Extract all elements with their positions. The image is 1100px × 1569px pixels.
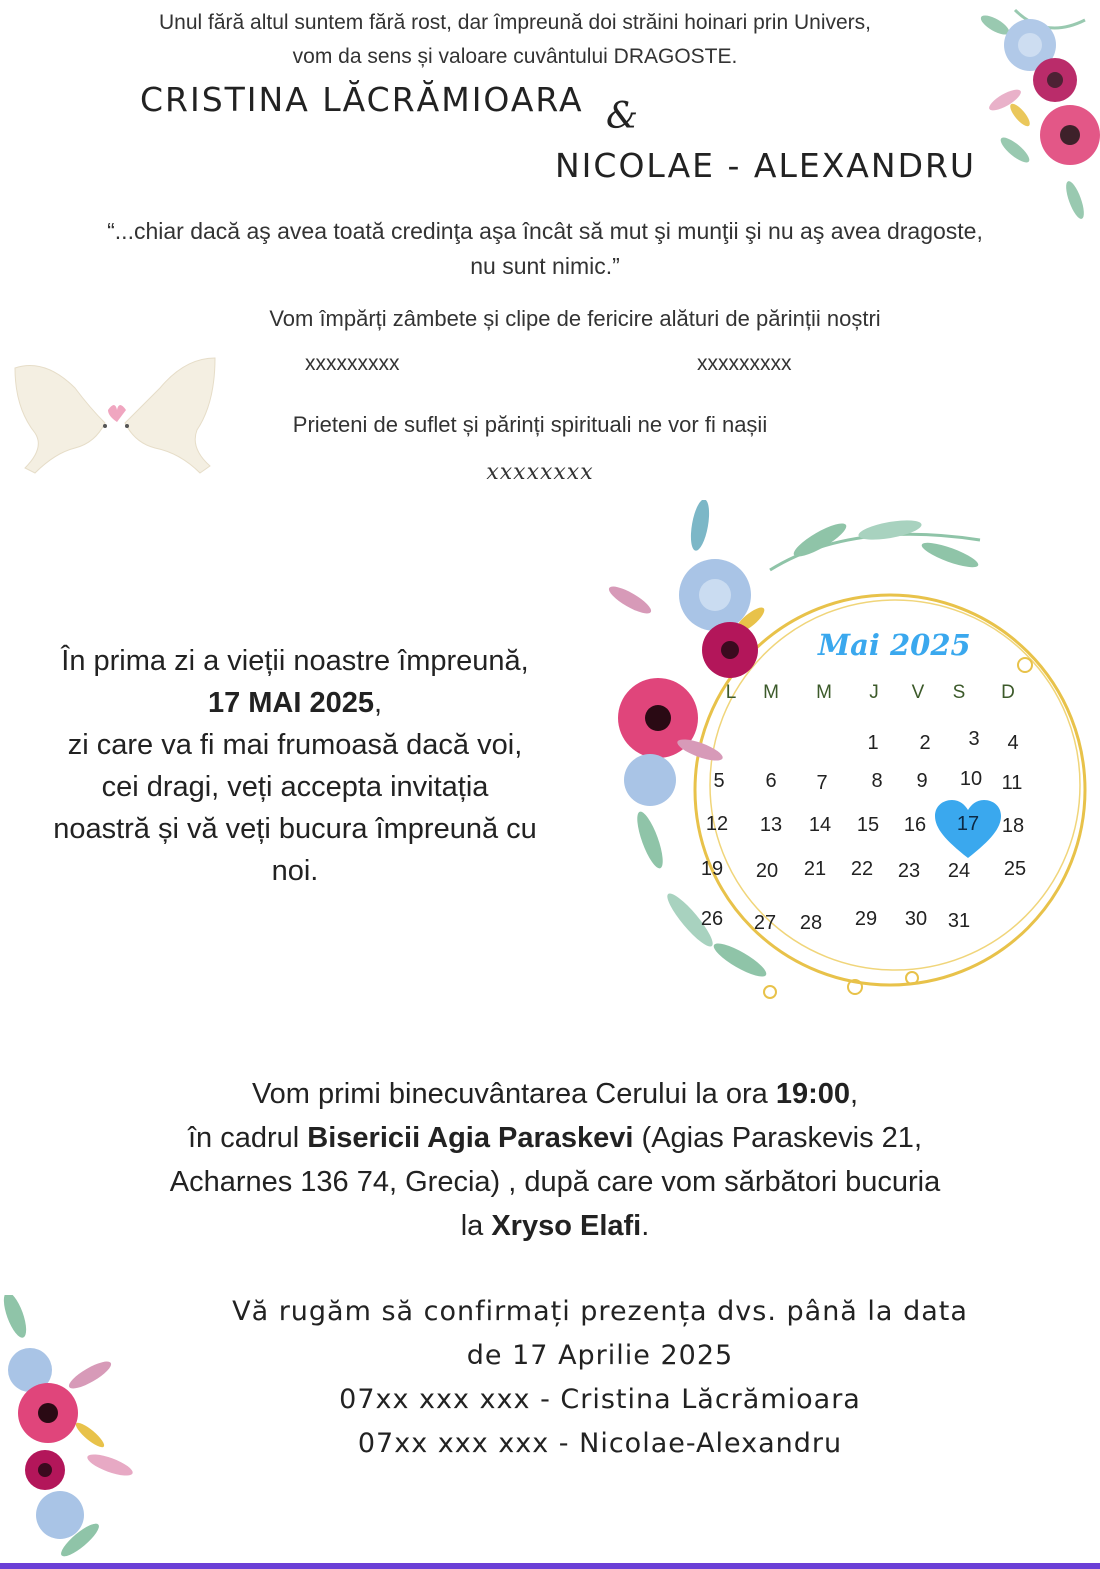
- calendar-day: 25: [1003, 858, 1027, 880]
- rsvp-contact-bride: 07xx xxx xxx - Cristina Lăcrămioara: [339, 1384, 861, 1415]
- weekday-m2: M: [816, 682, 832, 703]
- godparents-intro: Prieteni de suflet și părinți spirituali ne vor fi nașii: [292, 412, 768, 437]
- floral-wreath-icon: [590, 500, 1090, 1010]
- groom-parents: xxxxxxxxx: [697, 352, 792, 375]
- calendar-day: 21: [803, 858, 827, 880]
- quote-line-1: “...chiar dacă aş avea toată credinţa aşa încât să mut şi munţii şi nu aş avea dragoste,: [107, 218, 983, 244]
- weekday-m1: M: [763, 682, 779, 703]
- calendar-day: 15: [856, 814, 880, 836]
- rsvp-section: [140, 1290, 1060, 1466]
- ceremony-details: [60, 1072, 1050, 1248]
- day-line-3: zi care va fi mai frumoasă dacă voi,: [67, 729, 523, 761]
- calendar-day: 11: [1001, 772, 1023, 794]
- quote-line-2: nu sunt nimic.”: [470, 253, 620, 279]
- day-line-1: În prima zi a vieții noastre împreună,: [61, 645, 529, 677]
- calendar-day: 1: [867, 732, 879, 754]
- ceremony-line-2: în cadrul Bisericii Agia Paraskevi (Agias Paraskevis 21,: [188, 1122, 922, 1154]
- day-line-5: noastră și vă veți bucura împreună cu: [53, 813, 537, 845]
- intro-text: [0, 6, 1030, 74]
- weekday-v: V: [911, 682, 925, 703]
- calendar-day: 23: [897, 860, 921, 882]
- calendar-day: 12: [705, 813, 729, 835]
- rsvp-line-2: de 17 Aprilie 2025: [466, 1340, 734, 1371]
- calendar-day: 18: [1001, 815, 1025, 837]
- floral-corner-bottom-left-icon: [0, 1295, 135, 1560]
- calendar-day: 31: [947, 910, 971, 932]
- calendar-day: 5: [713, 770, 725, 792]
- weekday-d: D: [1001, 682, 1015, 703]
- bottom-divider: [0, 1563, 1100, 1569]
- church-name: Bisericii Agia Paraskevi: [307, 1122, 634, 1154]
- ceremony-time: 19:00: [775, 1078, 850, 1110]
- weekday-l: L: [725, 682, 737, 703]
- day-line-6: noi.: [271, 855, 319, 887]
- godparents-names: xxxxxxxx: [486, 460, 594, 485]
- weekday-s: S: [952, 682, 966, 703]
- calendar-day: 13: [759, 814, 783, 836]
- calendar-day: 20: [755, 860, 779, 882]
- calendar-day: 26: [700, 908, 724, 930]
- calendar-day: 7: [816, 772, 828, 794]
- calendar-day: 27: [753, 912, 777, 934]
- calendar-day: 9: [916, 770, 928, 792]
- calendar-title: Mai 2025: [818, 628, 971, 662]
- calendar-day: 16: [903, 814, 927, 836]
- wedding-date: 17 MAI 2025: [207, 687, 374, 719]
- calendar-day-selected: 17: [956, 813, 980, 835]
- groom-name: NICOLAE - ALEXANDRU: [555, 146, 977, 185]
- calendar-day: 24: [947, 860, 971, 882]
- intro-line-1: Unul fără altul suntem fără rost, dar împreună doi străini hoinari prin Univers,: [159, 11, 871, 34]
- calendar-day: 29: [854, 908, 878, 930]
- venue-name: Xryso Elafi: [491, 1210, 642, 1242]
- scripture-quote: [10, 214, 1080, 284]
- rsvp-line-1: Vă rugăm să confirmați prezența dvs. până la data: [232, 1296, 968, 1327]
- ampersand: &: [606, 96, 639, 137]
- ceremony-line-1: Vom primi binecuvântarea Cerului la ora 19:00,: [251, 1078, 859, 1110]
- weekday-j: J: [869, 682, 879, 703]
- calendar-day: 19: [700, 858, 724, 880]
- rsvp-contact-groom: 07xx xxx xxx - Nicolae-Alexandru: [357, 1428, 843, 1459]
- day-line-4: cei dragi, veți accepta invitația: [101, 771, 489, 803]
- intro-line-2: vom da sens și valoare cuvântului DRAGOSTE.: [292, 45, 738, 68]
- calendar-day: 30: [904, 908, 928, 930]
- calendar-day: 14: [808, 814, 832, 836]
- bride-parents: xxxxxxxxx: [305, 352, 400, 375]
- calendar-day: 22: [850, 858, 874, 880]
- calendar-day: 2: [919, 732, 931, 754]
- ceremony-line-3: Acharnes 136 74, Grecia) , după care vom sărbători bucuria: [169, 1166, 941, 1198]
- calendar-day: 3: [968, 728, 980, 750]
- calendar-day: 4: [1007, 732, 1019, 754]
- calendar-day: 6: [765, 770, 777, 792]
- calendar-day: 28: [799, 912, 823, 934]
- calendar-day: 8: [871, 770, 883, 792]
- calendar-day: 10: [959, 768, 983, 790]
- bride-name: CRISTINA LĂCRĂMIOARA: [140, 80, 584, 119]
- parents-intro: Vom împărți zâmbete și clipe de fericire alături de părinții noștri: [269, 306, 881, 331]
- ceremony-line-4: la Xryso Elafi.: [460, 1210, 650, 1242]
- day-line-2: 17 MAI 2025,: [207, 687, 383, 719]
- wedding-day-text: [15, 640, 575, 892]
